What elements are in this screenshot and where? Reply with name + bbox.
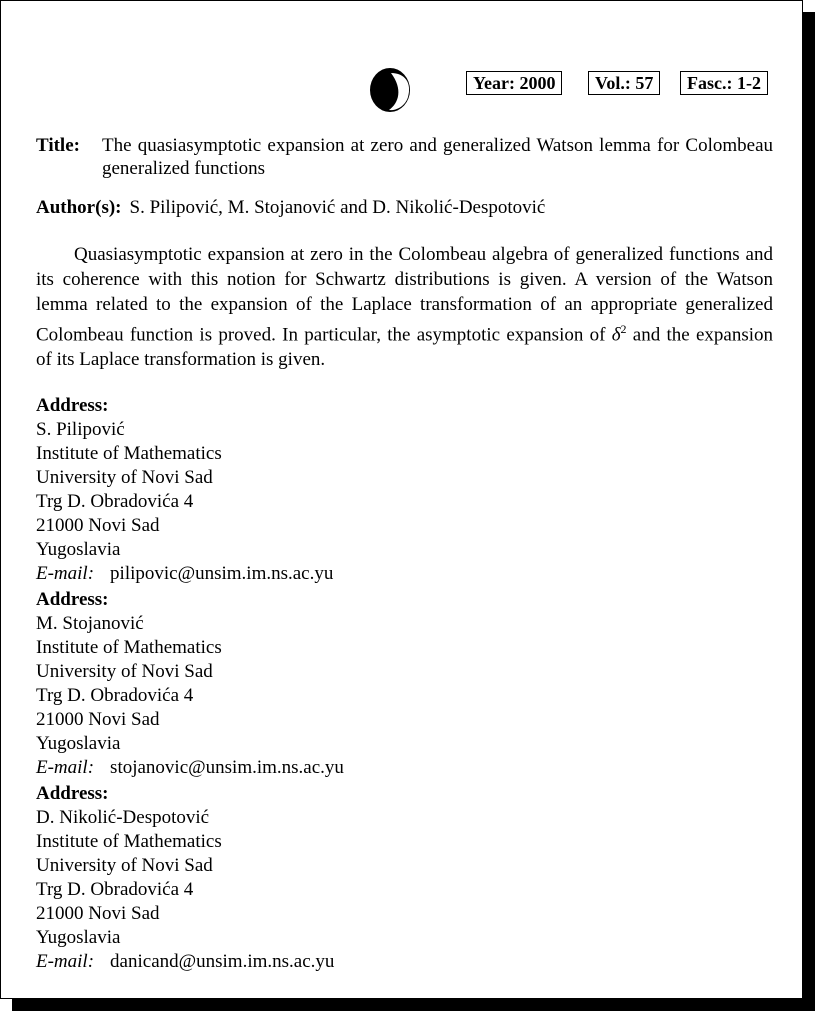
delta-exponent: 2 bbox=[620, 322, 627, 336]
address-country: Yugoslavia bbox=[36, 539, 121, 560]
email-label: E-mail: bbox=[36, 563, 95, 584]
year-text: Year: 2000 bbox=[466, 71, 562, 95]
address-name: M. Stojanović bbox=[36, 613, 144, 634]
title-label: Title: bbox=[36, 135, 80, 156]
addresses-section bbox=[36, 394, 773, 976]
fascicle-badge bbox=[680, 71, 768, 95]
address-university: University of Novi Sad bbox=[36, 661, 213, 682]
year-badge bbox=[466, 71, 562, 95]
address-city: 21000 Novi Sad bbox=[36, 515, 160, 536]
email-label: E-mail: bbox=[36, 757, 95, 778]
email-address[interactable]: pilipovic@unsim.im.ns.ac.yu bbox=[110, 563, 334, 584]
address-city: 21000 Novi Sad bbox=[36, 709, 160, 730]
authors-list: S. Pilipović, M. Stojanović and D. Nikolić-Despotović bbox=[129, 197, 546, 218]
abstract bbox=[36, 242, 773, 372]
address-university: University of Novi Sad bbox=[36, 467, 213, 488]
address-block bbox=[36, 782, 773, 974]
address-institute: Institute of Mathematics bbox=[36, 637, 222, 658]
address-country: Yugoslavia bbox=[36, 927, 121, 948]
address-header: Address: bbox=[36, 589, 109, 610]
address-street: Trg D. Obradovića 4 bbox=[36, 879, 194, 900]
address-street: Trg D. Obradovića 4 bbox=[36, 491, 194, 512]
delta-symbol: δ bbox=[611, 324, 621, 346]
fascicle-text: Fasc.: 1-2 bbox=[680, 71, 768, 95]
address-university: University of Novi Sad bbox=[36, 855, 213, 876]
paper-title: The quasiasymptotic expansion at zero and generalized Watson lemma for Colombeau generalized functions bbox=[102, 135, 773, 179]
authors-label: Author(s): bbox=[36, 197, 122, 218]
address-block bbox=[36, 394, 773, 586]
address-email-row bbox=[36, 756, 773, 780]
address-header: Address: bbox=[36, 395, 109, 416]
address-email-row bbox=[36, 562, 773, 586]
address-name: D. Nikolić-Despotović bbox=[36, 807, 210, 828]
address-institute: Institute of Mathematics bbox=[36, 831, 222, 852]
address-country: Yugoslavia bbox=[36, 733, 121, 754]
address-street: Trg D. Obradovića 4 bbox=[36, 685, 194, 706]
volume-badge bbox=[588, 71, 660, 95]
address-header: Address: bbox=[36, 783, 109, 804]
address-name: S. Pilipović bbox=[36, 419, 125, 440]
authors-section bbox=[36, 196, 773, 219]
abstract-text-start: Quasiasymptotic expansion at zero in the Colombeau algebra of generalized functions and its coherence with this notion for Schwartz distributions is given. A version of the Watson lemma related to the expansion of the Laplace transformation of an appropriate generalized Colombeau function is proved. In particular, the asymptotic expansion of bbox=[36, 244, 773, 346]
journal-logo-icon bbox=[369, 67, 413, 113]
email-address[interactable]: danicand@unsim.im.ns.ac.yu bbox=[110, 951, 335, 972]
abstract-text-end: and the expansion of its Laplace transformation is given. bbox=[36, 324, 773, 371]
address-email-row bbox=[36, 950, 773, 974]
address-institute: Institute of Mathematics bbox=[36, 443, 222, 464]
email-address[interactable]: stojanovic@unsim.im.ns.ac.yu bbox=[110, 757, 344, 778]
email-label: E-mail: bbox=[36, 951, 95, 972]
address-city: 21000 Novi Sad bbox=[36, 903, 160, 924]
title-section bbox=[36, 134, 773, 180]
address-block bbox=[36, 588, 773, 780]
volume-text: Vol.: 57 bbox=[588, 71, 660, 95]
